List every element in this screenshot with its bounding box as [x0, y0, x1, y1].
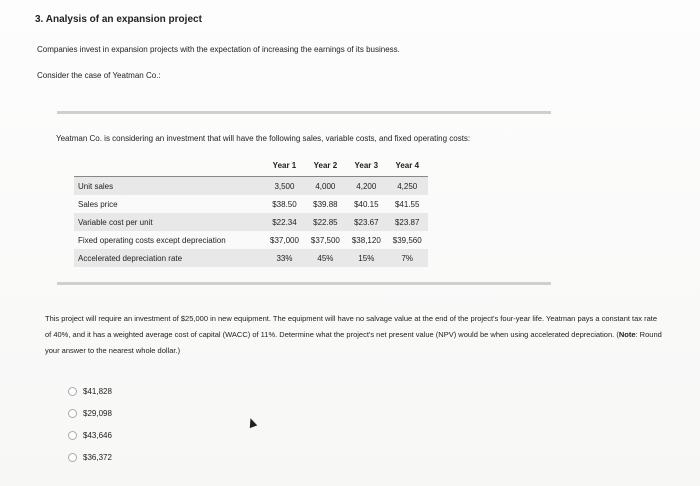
divider-top — [57, 111, 551, 114]
answer-label: $43,646 — [83, 430, 112, 440]
table-header-year-1: Year 1 — [272, 160, 297, 170]
answer-label: $29,098 — [83, 408, 112, 418]
consider-text: Consider the case of Yeatman Co.: — [37, 71, 161, 80]
radio-button[interactable] — [68, 431, 77, 440]
cell: 4,000 — [305, 177, 346, 196]
cell: 45% — [305, 249, 346, 267]
answer-option[interactable] — [68, 424, 112, 446]
table-row — [74, 195, 428, 213]
cell: $37,500 — [310, 235, 340, 245]
radio-button[interactable] — [68, 453, 77, 462]
row-label: Accelerated depreciation rate — [74, 249, 264, 267]
cell: $40.15 — [354, 199, 379, 209]
table-row — [74, 213, 428, 231]
cell: 3,500 — [264, 177, 305, 196]
answer-label: $41,828 — [83, 386, 112, 396]
table-header-year-2: Year 2 — [313, 160, 338, 170]
problem-text: This project will require an investment of $25,000 in new equipment. The equipment will have no salvage value at the end of the project's four-year life. Yeatman pays a constant tax rate of 40%, and it has a weighted average cost of capital (WACC) of 11%. Determine what the project's net present value (NPV) would be when using accelerated depreciation. — [45, 314, 658, 339]
mouse-cursor-icon — [247, 417, 258, 428]
answer-option[interactable] — [68, 402, 112, 424]
answer-option[interactable] — [68, 380, 112, 402]
table-header-blank — [74, 158, 264, 177]
cell: $37,000 — [270, 235, 299, 245]
note-text: : Round your answer to the nearest whole dollar.) — [45, 330, 662, 355]
cell: 4,200 — [346, 177, 387, 196]
cell: $39.88 — [313, 199, 338, 209]
cash-flow-table — [74, 158, 428, 267]
cell: 7% — [387, 249, 428, 267]
table-row — [74, 177, 428, 196]
cell: $39,560 — [392, 235, 422, 245]
cell: $23.67 — [346, 213, 387, 231]
problem-statement: This project will require an investment of $25,000 in new equipment. The equipment will have no salvage value at the end of the project's four-year life. Yeatman pays a constant tax rate of 40%, and it has a weighted average cost of capital (WACC) of 11%. Determine what the project's net present value (NPV) would be when using accelerated depreciation. (Note: Round your answer to the nearest whole dollar.) — [45, 314, 662, 355]
table-row — [74, 231, 428, 249]
radio-button[interactable] — [68, 387, 77, 396]
row-label: Fixed operating costs except depreciation — [78, 235, 226, 245]
table-header-row — [74, 158, 428, 177]
table-header-year-4: Year 4 — [395, 160, 420, 170]
cell: 33% — [264, 249, 305, 267]
cell: $38,120 — [351, 235, 381, 245]
cell: 4,250 — [387, 177, 428, 196]
cell: $41.55 — [394, 199, 420, 209]
answer-label: $36,372 — [83, 452, 112, 462]
cell: $23.87 — [387, 213, 428, 231]
table-header-year-3: Year 3 — [354, 160, 379, 170]
row-label: Unit sales — [74, 177, 264, 196]
divider-bottom — [57, 282, 551, 285]
row-label: Sales price — [78, 199, 118, 209]
radio-button[interactable] — [68, 409, 77, 418]
intro-text: Companies invest in expansion projects with the expectation of increasing the earnings of its business. — [37, 45, 400, 54]
note-label: Note — [618, 330, 636, 339]
table-row — [74, 249, 428, 267]
answer-option[interactable] — [68, 446, 112, 468]
answer-options — [68, 380, 112, 468]
question-title: 3. Analysis of an expansion project — [35, 14, 202, 25]
cell: $22.85 — [305, 213, 346, 231]
row-label: Variable cost per unit — [74, 213, 264, 231]
cell: $38.50 — [272, 199, 297, 209]
scenario-description: Yeatman Co. is considering an investment that will have the following sales, variable costs, and fixed operating costs: — [56, 134, 471, 143]
cell: 15% — [346, 249, 387, 267]
cell: $22.34 — [264, 213, 305, 231]
